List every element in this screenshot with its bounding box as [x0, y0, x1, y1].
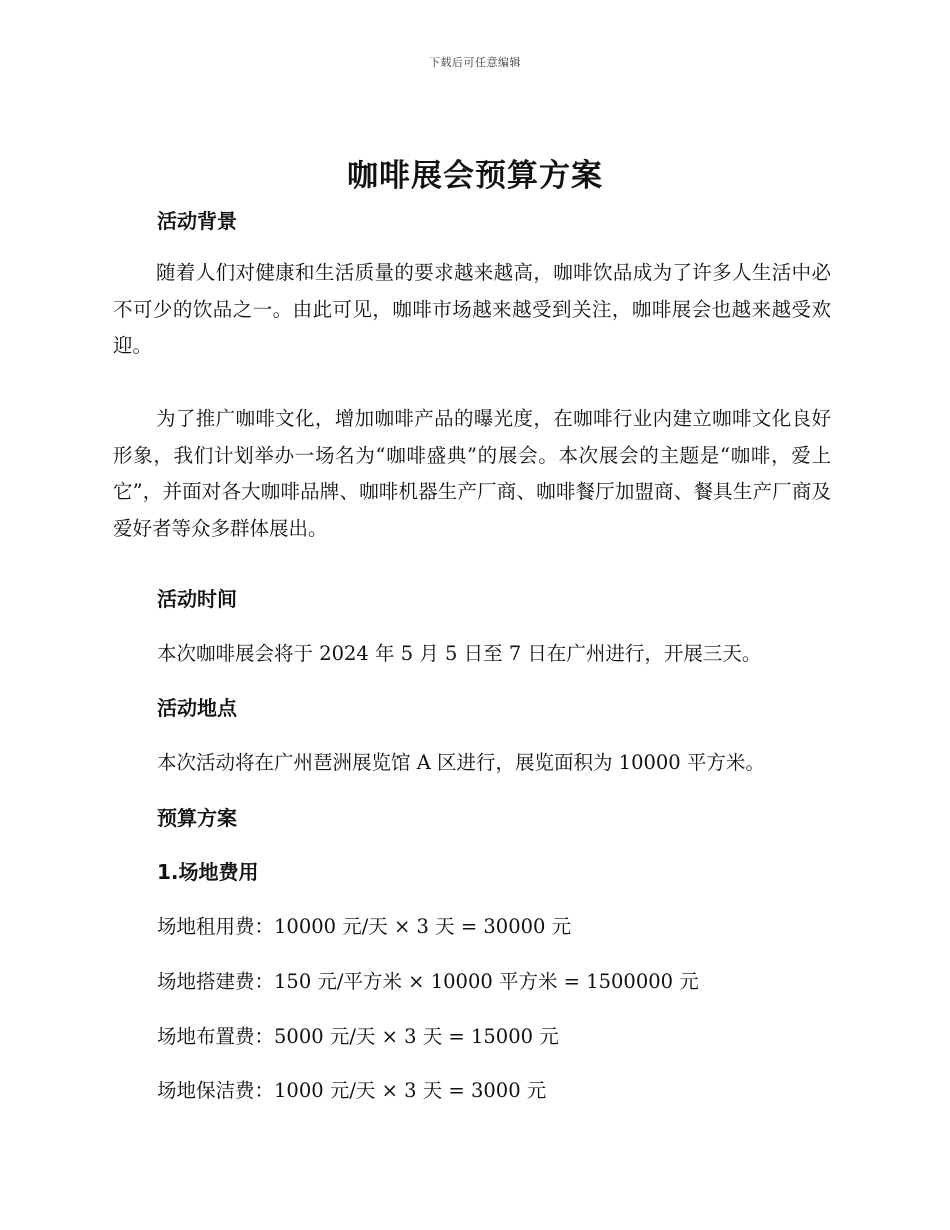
budget-item-decoration: 场地布置费：5000 元/天 × 3 天 = 15000 元 [157, 1025, 559, 1048]
section-heading-background: 活动背景 [157, 209, 237, 233]
page-header-note: 下载后可任意编辑 [429, 56, 521, 69]
section-heading-location: 活动地点 [157, 696, 237, 720]
budget-item-construction: 场地搭建费：150 元/平方米 × 10000 平方米 = 1500000 元 [157, 970, 699, 993]
section-heading-budget: 预算方案 [157, 806, 237, 830]
time-text: 本次咖啡展会将于 2024 年 5 月 5 日至 7 日在广州进行，开展三天。 [157, 642, 762, 665]
background-paragraph-2: 为了推广咖啡文化，增加咖啡产品的曝光度，在咖啡行业内建立咖啡文化良好形象，我们计划举办一场名为“咖啡盛典”的展会。本次展会的主题是“咖啡，爱上它”，并面对各大咖啡品牌、咖啡机器生产厂商、咖啡餐厅加盟商、餐具生产厂商及爱好者等众多群体展出。 [113, 407, 831, 540]
budget-subheading-venue: 1.场地费用 [157, 860, 259, 884]
section-heading-time: 活动时间 [157, 587, 237, 611]
document-title: 咖啡展会预算方案 [347, 158, 603, 194]
location-text: 本次活动将在广州琶洲展览馆 A 区进行，展览面积为 10000 平方米。 [157, 751, 765, 774]
budget-item-cleaning: 场地保洁费：1000 元/天 × 3 天 = 3000 元 [157, 1079, 547, 1102]
background-paragraph-1: 随着人们对健康和生活质量的要求越来越高，咖啡饮品成为了许多人生活中必不可少的饮品之一。由此可见，咖啡市场越来越受到关注，咖啡展会也越来越受欢迎。 [113, 261, 831, 357]
budget-item-rent: 场地租用费：10000 元/天 × 3 天 = 30000 元 [157, 915, 572, 938]
